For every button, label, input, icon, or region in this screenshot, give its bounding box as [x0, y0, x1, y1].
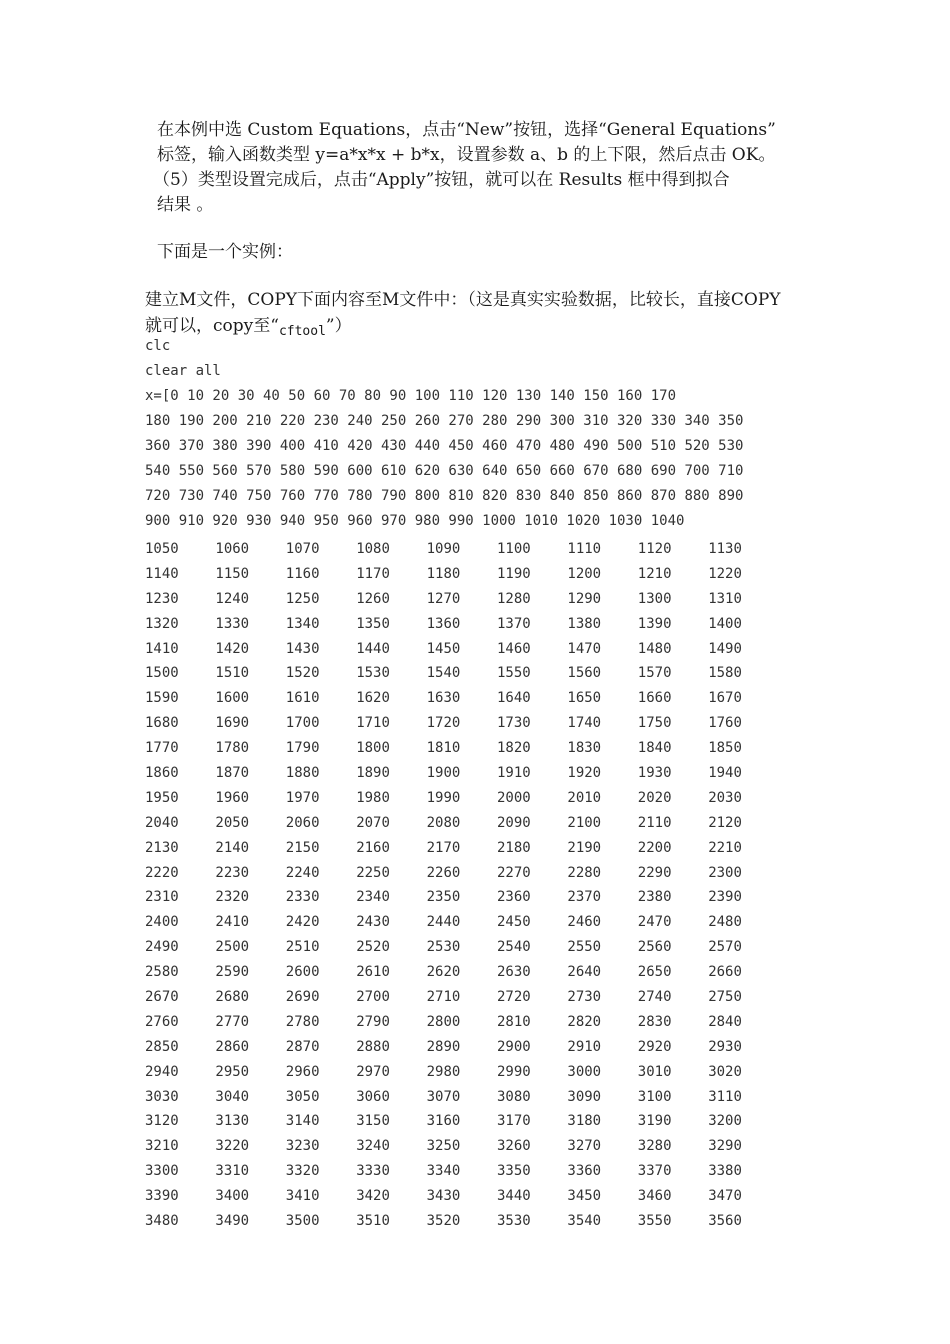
- grid-cell: 2230: [215, 864, 250, 881]
- grid-cell: 3440: [497, 1188, 531, 1205]
- grid-cell: 1230: [145, 590, 179, 607]
- grid-cell: 1750: [637, 715, 672, 732]
- grid-cell: 1200: [567, 565, 602, 582]
- grid-cell: 2740: [637, 989, 672, 1006]
- grid-cell: 3010: [637, 1063, 672, 1080]
- grid-cell: 3190: [637, 1113, 672, 1130]
- grid-cell: 3470: [708, 1188, 742, 1205]
- instruction-prefix: 就可以，copy至“: [145, 316, 279, 336]
- grid-cell: 2910: [567, 1038, 602, 1055]
- intro-line-2: 标签，输入函数类型 y=a*x*x + b*x，设置参数 a、b 的上下限，然后点击 OK。: [157, 145, 776, 165]
- grid-cell: 2840: [708, 1013, 742, 1030]
- grid-cell: 2450: [497, 914, 531, 931]
- grid-cell: 2410: [215, 914, 250, 931]
- grid-cell: 1320: [145, 615, 179, 632]
- grid-cell: 2730: [567, 989, 602, 1006]
- grid-cell: 1880: [285, 765, 320, 782]
- grid-cell: 1440: [356, 640, 390, 657]
- grid-cell: 1910: [497, 765, 531, 782]
- grid-cell: 1160: [285, 565, 320, 582]
- grid-cell: 2080: [426, 814, 461, 831]
- grid-cell: 2060: [285, 814, 320, 831]
- grid-cell: 2860: [215, 1038, 250, 1055]
- grid-cell: 3160: [426, 1113, 461, 1130]
- grid-cell: 3560: [708, 1213, 742, 1230]
- grid-cell: 1670: [708, 690, 742, 707]
- grid-cell: 2920: [637, 1038, 672, 1055]
- grid-cell: 3380: [708, 1163, 742, 1180]
- grid-cell: 2870: [285, 1038, 320, 1055]
- grid-cell: 2510: [285, 939, 320, 956]
- grid-cell: 1940: [708, 765, 742, 782]
- grid-cell: 2340: [356, 889, 390, 906]
- grid-cell: 2790: [356, 1013, 390, 1030]
- grid-cell: 1240: [215, 590, 250, 607]
- grid-cell: 2050: [215, 814, 250, 831]
- grid-cell: 2160: [356, 839, 390, 856]
- grid-cell: 2680: [215, 989, 250, 1006]
- grid-cell: 2770: [215, 1013, 250, 1030]
- grid-cell: 1870: [215, 765, 250, 782]
- grid-cell: 2000: [497, 789, 531, 806]
- code-line-clear-all: clear all: [145, 363, 221, 379]
- grid-cell: 2640: [567, 964, 602, 981]
- grid-cell: 1370: [497, 615, 531, 632]
- grid-cell: 1150: [215, 565, 250, 582]
- grid-cell: 3310: [215, 1163, 250, 1180]
- grid-cell: 1310: [708, 590, 742, 607]
- grid-cell: 2100: [567, 814, 602, 831]
- grid-cell: 1590: [145, 690, 179, 707]
- grid-cell: 3000: [567, 1063, 602, 1080]
- grid-cell: 2530: [426, 939, 461, 956]
- grid-cell: 2710: [426, 989, 461, 1006]
- grid-cell: 3500: [285, 1213, 320, 1230]
- grid-cell: 1550: [497, 665, 531, 682]
- grid-cell: 1570: [637, 665, 672, 682]
- grid-cell: 2370: [567, 889, 602, 906]
- grid-cell: 1760: [708, 715, 742, 732]
- code-line-clc: clc: [145, 338, 171, 354]
- grid-cell: 2030: [708, 789, 742, 806]
- grid-cell: 2300: [708, 864, 742, 881]
- grid-cell: 3490: [215, 1213, 250, 1230]
- grid-cell: 2210: [708, 839, 742, 856]
- grid-cell: 1640: [497, 690, 531, 707]
- grid-cell: 2890: [426, 1038, 461, 1055]
- grid-cell: 2700: [356, 989, 390, 1006]
- grid-cell: 2570: [708, 939, 742, 956]
- grid-cell: 3390: [145, 1188, 179, 1205]
- grid-cell: 2500: [215, 939, 250, 956]
- grid-cell: 3080: [497, 1088, 531, 1105]
- grid-cell: 3020: [708, 1063, 742, 1080]
- cftool-text: cftool: [278, 324, 326, 339]
- grid-cell: 1220: [708, 565, 742, 582]
- grid-cell: 1170: [356, 565, 390, 582]
- grid-cell: 2220: [145, 864, 179, 881]
- grid-cell: 1610: [285, 690, 320, 707]
- grid-cell: 1710: [356, 715, 390, 732]
- grid-cell: 3290: [708, 1138, 742, 1155]
- example-heading: 下面是一个实例：: [157, 242, 293, 262]
- grid-cell: 3210: [145, 1138, 179, 1155]
- grid-cell: 1890: [356, 765, 390, 782]
- grid-cell: 3330: [356, 1163, 390, 1180]
- grid-cell: 2070: [356, 814, 390, 831]
- grid-cell: 1500: [145, 665, 179, 682]
- grid-cell: 1790: [285, 740, 320, 757]
- grid-cell: 3510: [356, 1213, 390, 1230]
- grid-cell: 3260: [497, 1138, 531, 1155]
- grid-cell: 2020: [637, 789, 672, 806]
- grid-cell: 1840: [637, 740, 672, 757]
- grid-cell: 1190: [497, 565, 531, 582]
- grid-cell: 3070: [426, 1088, 461, 1105]
- grid-cell: 3090: [567, 1088, 602, 1105]
- grid-cell: 3220: [215, 1138, 250, 1155]
- grid-cell: 2990: [497, 1063, 531, 1080]
- grid-cell: 1810: [426, 740, 461, 757]
- grid-cell: 2820: [567, 1013, 602, 1030]
- grid-cell: 2670: [145, 989, 179, 1006]
- grid-cell: 1690: [215, 715, 250, 732]
- grid-cell: 2180: [497, 839, 531, 856]
- grid-cell: 2430: [356, 914, 390, 931]
- grid-cell: 2720: [497, 989, 531, 1006]
- grid-cell: 3480: [145, 1213, 179, 1230]
- grid-cell: 2320: [215, 889, 250, 906]
- grid-cell: 3040: [215, 1088, 250, 1105]
- grid-cell: 3130: [215, 1113, 250, 1130]
- grid-cell: 3540: [567, 1213, 602, 1230]
- grid-cell: 1680: [145, 715, 179, 732]
- intro-line-4: 结果 。: [157, 195, 214, 215]
- grid-cell: 2190: [567, 839, 602, 856]
- grid-cell: 1210: [637, 565, 672, 582]
- grid-cell: 2540: [497, 939, 531, 956]
- grid-cell: 2150: [285, 839, 320, 856]
- instruction-suffix: ”）: [325, 316, 352, 336]
- grid-cell: 2330: [285, 889, 320, 906]
- grid-cell: 1560: [567, 665, 602, 682]
- grid-cell: 3350: [497, 1163, 531, 1180]
- grid-cell: 3530: [497, 1213, 531, 1230]
- grid-cell: 2610: [356, 964, 390, 981]
- grid-cell: 3110: [708, 1088, 742, 1105]
- grid-cell: 1410: [145, 640, 179, 657]
- grid-cell: 1060: [215, 541, 250, 557]
- grid-cell: 3340: [426, 1163, 461, 1180]
- grid-cell: 3520: [426, 1213, 461, 1230]
- grid-cell: 2470: [637, 914, 672, 931]
- grid-cell: 2400: [145, 914, 179, 931]
- grid-cell: 3100: [637, 1088, 672, 1105]
- grid-cell: 3430: [426, 1188, 461, 1205]
- grid-cell: 1900: [426, 765, 461, 782]
- grid-cell: 2130: [145, 839, 179, 856]
- grid-cell: 2310: [145, 889, 179, 906]
- grid-cell: 1270: [426, 590, 461, 607]
- grid-cell: 3280: [637, 1138, 672, 1155]
- grid-cell: 1050: [145, 541, 179, 557]
- grid-cell: 1530: [356, 665, 390, 682]
- grid-cell: 3050: [285, 1088, 320, 1105]
- grid-cell: 2880: [356, 1038, 390, 1055]
- grid-cell: 1600: [215, 690, 250, 707]
- grid-cell: 1130: [708, 541, 742, 557]
- grid-cell: 1120: [637, 541, 672, 557]
- grid-cell: 2800: [426, 1013, 461, 1030]
- grid-cell: 1520: [285, 665, 320, 682]
- grid-cell: 1350: [356, 615, 390, 632]
- instruction-line-2: [145, 311, 352, 339]
- grid-cell: 2560: [637, 939, 672, 956]
- intro-line-3: （5）类型设置完成后，点击“Apply”按钮，就可以在 Results 框中得到拟合: [153, 170, 730, 190]
- grid-cell: 1820: [497, 740, 531, 757]
- grid-cell: 2380: [637, 889, 672, 906]
- grid-cell: 1460: [497, 640, 531, 657]
- grid-cell: 3370: [637, 1163, 672, 1180]
- grid-cell: 2110: [637, 814, 672, 831]
- grid-cell: 1480: [637, 640, 672, 657]
- grid-cell: 2010: [567, 789, 602, 806]
- grid-cell: 2580: [145, 964, 179, 981]
- grid-cell: 3420: [356, 1188, 390, 1205]
- grid-cell: 1510: [215, 665, 250, 682]
- grid-cell: 3170: [497, 1113, 531, 1130]
- grid-cell: 2170: [426, 839, 461, 856]
- grid-cell: 3120: [145, 1113, 179, 1130]
- grid-cell: 2460: [567, 914, 602, 931]
- grid-cell: 3550: [637, 1213, 672, 1230]
- grid-cell: 1490: [708, 640, 742, 657]
- grid-cell: 1720: [426, 715, 461, 732]
- grid-cell: 1300: [637, 590, 672, 607]
- grid-cell: 2420: [285, 914, 320, 931]
- grid-cell: 1470: [567, 640, 602, 657]
- grid-cell: 3030: [145, 1088, 179, 1105]
- grid-cell: 2290: [637, 864, 672, 881]
- intro-line-1: 在本例中选 Custom Equations，点击“New”按钮，选择“General Equations”: [157, 120, 776, 140]
- grid-cell: 1540: [426, 665, 461, 682]
- grid-cell: 2390: [708, 889, 742, 906]
- grid-cell: 3320: [285, 1163, 320, 1180]
- grid-cell: 1960: [215, 789, 250, 806]
- grid-cell: 1100: [497, 541, 531, 557]
- grid-cell: 2810: [497, 1013, 531, 1030]
- grid-cell: 3230: [285, 1138, 320, 1155]
- grid-cell: 1770: [145, 740, 179, 757]
- grid-cell: 1420: [215, 640, 250, 657]
- grid-cell: 2240: [285, 864, 320, 881]
- grid-cell: 1920: [567, 765, 602, 782]
- grid-cell: 3410: [285, 1188, 320, 1205]
- code-x-row-5: 720 730 740 750 760 770 780 790 800 810 820 830 840 850 860 870 880 890: [145, 488, 744, 504]
- grid-cell: 2620: [426, 964, 461, 981]
- grid-cell: 2480: [708, 914, 742, 931]
- grid-cell: 1950: [145, 789, 179, 806]
- grid-cell: 1780: [215, 740, 250, 757]
- grid-cell: 2200: [637, 839, 672, 856]
- grid-cell: 2440: [426, 914, 461, 931]
- grid-cell: 1990: [426, 789, 461, 806]
- code-x-row-4: 540 550 560 570 580 590 600 610 620 630 640 650 660 670 680 690 700 710: [145, 463, 744, 479]
- grid-cell: 2550: [567, 939, 602, 956]
- grid-cell: 2940: [145, 1063, 179, 1080]
- grid-cell: 1430: [285, 640, 320, 657]
- grid-cell: 1290: [567, 590, 602, 607]
- grid-cell: 1380: [567, 615, 602, 632]
- grid-cell: 1070: [285, 541, 320, 557]
- grid-cell: 3270: [567, 1138, 602, 1155]
- grid-cell: 3150: [356, 1113, 390, 1130]
- code-x-row-3: 360 370 380 390 400 410 420 430 440 450 460 470 480 490 500 510 520 530: [145, 438, 744, 454]
- grid-cell: 2690: [285, 989, 320, 1006]
- grid-cell: 3360: [567, 1163, 602, 1180]
- grid-cell: 2490: [145, 939, 179, 956]
- grid-cell: 3460: [637, 1188, 672, 1205]
- grid-cell: 2650: [637, 964, 672, 981]
- grid-cell: 3250: [426, 1138, 461, 1155]
- grid-cell: 3450: [567, 1188, 602, 1205]
- grid-cell: 2040: [145, 814, 179, 831]
- code-x-row-1: x=[0 10 20 30 40 50 60 70 80 90 100 110 120 130 140 150 160 170: [145, 388, 677, 404]
- grid-cell: 3240: [356, 1138, 390, 1155]
- grid-cell: 2760: [145, 1013, 179, 1030]
- grid-cell: 1340: [285, 615, 320, 632]
- grid-cell: 2980: [426, 1063, 461, 1080]
- grid-cell: 1360: [426, 615, 461, 632]
- grid-cell: 2140: [215, 839, 250, 856]
- grid-cell: 1630: [426, 690, 461, 707]
- grid-cell: 2600: [285, 964, 320, 981]
- grid-cell: 2520: [356, 939, 390, 956]
- grid-cell: 2260: [426, 864, 461, 881]
- grid-cell: 1660: [637, 690, 672, 707]
- grid-cell: 1730: [497, 715, 531, 732]
- grid-cell: 1700: [285, 715, 320, 732]
- grid-cell: 2250: [356, 864, 390, 881]
- grid-cell: 2360: [497, 889, 531, 906]
- grid-cell: 1080: [356, 541, 390, 557]
- code-x-row-2: 180 190 200 210 220 230 240 250 260 270 280 290 300 310 320 330 340 350: [145, 413, 744, 429]
- code-x-row-6: 900 910 920 930 940 950 960 970 980 990 1000 1010 1020 1030 1040: [145, 513, 685, 529]
- grid-cell: 2930: [708, 1038, 742, 1055]
- instruction-line-1: 建立M文件，COPY下面内容至M文件中：（这是真实实验数据，比较长，直接COPY: [145, 290, 781, 310]
- grid-cell: 1280: [497, 590, 531, 607]
- grid-cell: 2270: [497, 864, 531, 881]
- grid-cell: 1970: [285, 789, 320, 806]
- grid-cell: 1110: [567, 541, 602, 557]
- grid-cell: 2280: [567, 864, 602, 881]
- grid-cell: 2830: [637, 1013, 672, 1030]
- grid-cell: 1390: [637, 615, 672, 632]
- grid-cell: 1830: [567, 740, 602, 757]
- grid-cell: 2630: [497, 964, 531, 981]
- grid-cell: 2120: [708, 814, 742, 831]
- grid-cell: 1260: [356, 590, 390, 607]
- grid-cell: 1580: [708, 665, 742, 682]
- grid-cell: 2350: [426, 889, 461, 906]
- grid-cell: 2590: [215, 964, 250, 981]
- grid-cell: 1850: [708, 740, 742, 757]
- grid-cell: 1650: [567, 690, 602, 707]
- grid-cell: 2090: [497, 814, 531, 831]
- grid-cell: 1250: [285, 590, 320, 607]
- grid-cell: 2950: [215, 1063, 250, 1080]
- grid-cell: 3180: [567, 1113, 602, 1130]
- grid-cell: 3060: [356, 1088, 390, 1105]
- grid-cell: 1400: [708, 615, 742, 632]
- grid-cell: 3200: [708, 1113, 742, 1130]
- grid-cell: 3300: [145, 1163, 179, 1180]
- grid-cell: 3140: [285, 1113, 320, 1130]
- grid-cell: 2750: [708, 989, 742, 1006]
- grid-cell: 2960: [285, 1063, 320, 1080]
- grid-cell: 1450: [426, 640, 461, 657]
- grid-cell: 1090: [426, 541, 461, 557]
- grid-cell: 1860: [145, 765, 179, 782]
- grid-cell: 2780: [285, 1013, 320, 1030]
- grid-cell: 2900: [497, 1038, 531, 1055]
- grid-cell: 2850: [145, 1038, 179, 1055]
- grid-cell: 2970: [356, 1063, 390, 1080]
- grid-cell: 1740: [567, 715, 602, 732]
- grid-cell: 1140: [145, 565, 179, 582]
- grid-cell: 1620: [356, 690, 390, 707]
- grid-cell: 1800: [356, 740, 390, 757]
- grid-cell: 2660: [708, 964, 742, 981]
- grid-cell: 1180: [426, 565, 461, 582]
- grid-cell: 1330: [215, 615, 250, 632]
- grid-cell: 3400: [215, 1188, 250, 1205]
- grid-cell: 1930: [637, 765, 672, 782]
- grid-cell: 1980: [356, 789, 390, 806]
